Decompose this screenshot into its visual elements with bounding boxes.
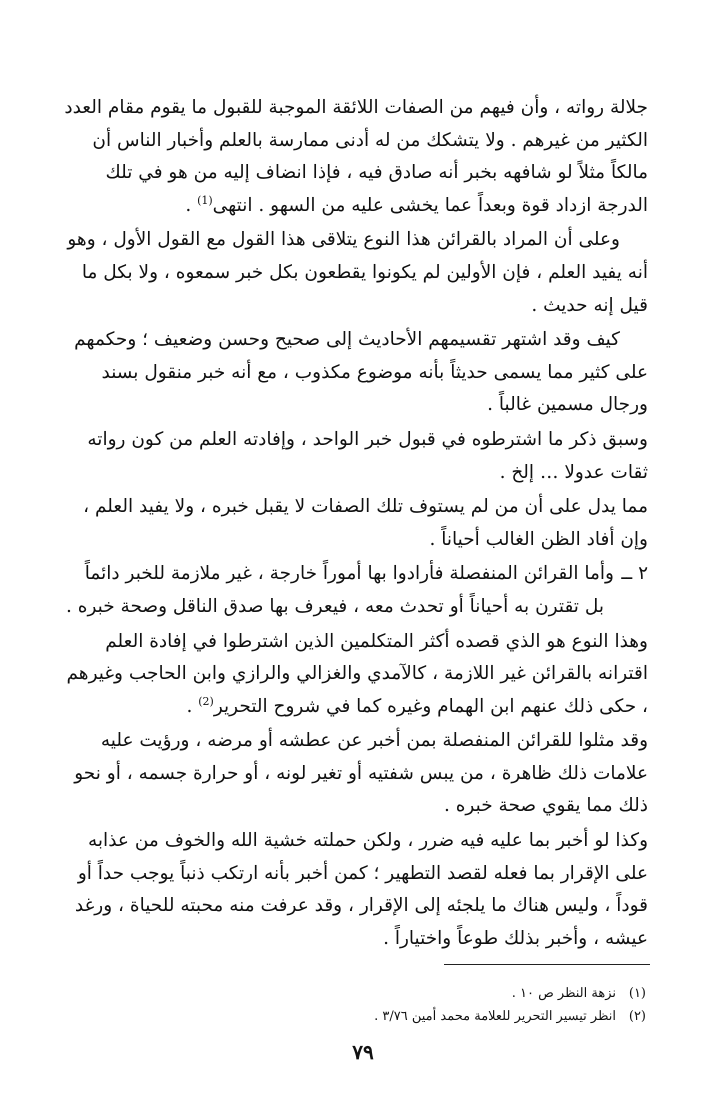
paragraph-8: وكذا لو أخبر بما عليه فيه ضرر ، ولكن حملته خشية الله والخوف من عذابه على الإقرار بما فعله لقصد التطهير ؛ كمن أخبر بأنه ارتكب ذنباً يوجب حداً أو قوداً ، وليس هناك ما يلجئه إلى الإقرار ، وقد عرفت منه محبته للحياة ، ورغد عيشه ، وأخبر بذلك طوعاً واختياراً . [74, 830, 648, 949]
footnote-ref-1[interactable]: (1) [197, 193, 213, 207]
footnotes [150, 982, 646, 1028]
main-text [62, 92, 648, 957]
footnote-2: (٢)انظر تيسير التحرير للعلامة محمد أمين ٣/٧٦ . [374, 1009, 646, 1024]
paragraph-1: جلالة رواته ، وأن فيهم من الصفات اللائقة الموجبة للقبول ما يقوم مقام العدد الكثير من غيرهم . ولا يتشكك من له أدنى ممارسة بالعلم وأخبار الناس أن مالكاً مثلاً لو شافهه بخبر أنه صادق فيه ، فإذا انضاف إليه من هو في تلك الدرجة ازداد قوة وبعداً عما يخشى عليه من السهو . انتهى$^{(1)}$ . [64, 97, 648, 216]
list-item-2: ٢ ــوأما القرائن المنفصلة فأرادوا بها أموراً خارجة ، غير ملازمة للخبر دائماً بل تقترن به أحياناً أو تحدث معه ، فيعرف بها صدق الناقل وصحة خبره . [62, 558, 648, 623]
footnote-divider [444, 964, 650, 965]
paragraph-5: مما يدل على أن من لم يستوف تلك الصفات لا يقبل خبره ، ولا يفيد العلم ، وإن أفاد الظن الغالب أحياناً . [83, 496, 648, 550]
footnote-ref-2[interactable]: (2) [198, 694, 214, 708]
paragraph-4: وسبق ذكر ما اشترطوه في قبول خبر الواحد ، وإفادته العلم من كون رواته ثقات عدولا … إلخ . [87, 428, 648, 483]
footnote-1: (١)نزهة النظر ص ١٠ . [511, 986, 646, 1001]
paragraph-3: كيف وقد اشتهر تقسيمهم الأحاديث إلى صحيح وحسن وضعيف ؛ وحكمهم على كثير مما يسمى حديثاً بأنه موضوع مكذوب ، مع أنه خبر منقول بسند ورجال مسمين غالباً . [74, 329, 648, 416]
paragraph-6: وهذا النوع هو الذي قصده أكثر المتكلمين الذين اشترطوا في إفادة العلم اقترانه بالقرائن غير اللازمة ، كالآمدي والغزالي والرازي وابن الحاجب وغيرهم ، حكى ذلك عنهم ابن الهمام وغيره كما في شروح التحرير$^{(2)}$ . [66, 630, 648, 717]
paragraph-2: وعلى أن المراد بالقرائن هذا النوع يتلاقى هذا القول مع القول الأول ، وهو أنه يفيد العلم ، فإن الأولين لم يكونوا يقطعون بكل خبر سمعوه ، ولا بكل ما قيل إنه حديث . [67, 229, 648, 316]
page-number: ٧٩ [352, 1040, 374, 1064]
paragraph-7: وقد مثلوا للقرائن المنفصلة بمن أخبر عن عطشه أو مرضه ، ورؤيت عليه علامات ذلك ظاهرة ، من يبس شفتيه أو تغير لونه ، أو حرارة جسمه ، أو نحو ذلك مما يقوي صحة خبره . [74, 730, 648, 817]
list-marker: ٢ ــ [621, 563, 648, 585]
